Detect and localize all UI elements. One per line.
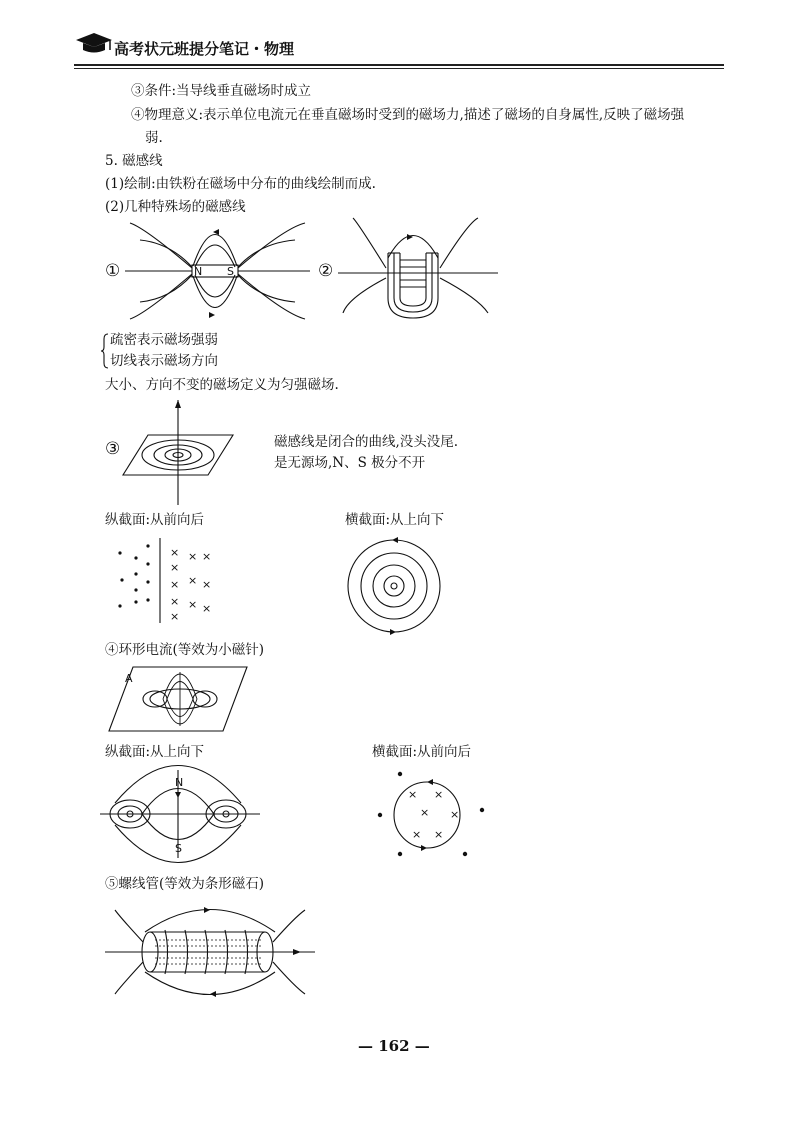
cross-mark: × bbox=[408, 788, 418, 801]
closed-curve-note-1: 磁感线是闭合的曲线,没头没尾. bbox=[274, 434, 459, 450]
page-number: — 162 — bbox=[358, 1037, 430, 1055]
transverse-front-label: 横截面:从前向后 bbox=[372, 744, 472, 760]
figure-1-label: ① bbox=[105, 261, 121, 281]
cross-mark: × bbox=[170, 578, 180, 591]
meaning-line-1: ④物理意义:表示单位电流元在垂直磁场时受到的磁场力,描述了磁场的自身属性,反映了磁场强 bbox=[131, 107, 685, 123]
longitudinal-top-label: 纵截面:从上向下 bbox=[105, 744, 205, 760]
cross-mark: × bbox=[170, 595, 180, 608]
cross-mark: × bbox=[412, 828, 422, 841]
straight-wire-figure bbox=[118, 400, 238, 505]
wire-longitudinal-section bbox=[112, 538, 222, 628]
cross-mark: × bbox=[188, 598, 198, 611]
figure-2-label: ② bbox=[318, 261, 334, 281]
bar-n-pole: N bbox=[194, 265, 203, 278]
solenoid-heading: ⑤螺线管(等效为条形磁石) bbox=[105, 876, 265, 892]
ring-current-figure bbox=[105, 664, 250, 734]
meaning-line-2: 弱. bbox=[145, 130, 163, 146]
header-rule bbox=[74, 64, 724, 66]
ring-transverse-section bbox=[372, 770, 492, 860]
cross-mark: × bbox=[202, 578, 212, 591]
header-rule-thin bbox=[74, 68, 724, 69]
wire-transverse-section bbox=[344, 536, 444, 636]
arrow-mark: A bbox=[125, 672, 133, 685]
cross-mark: × bbox=[434, 828, 444, 841]
cross-mark: × bbox=[434, 788, 444, 801]
cross-mark: × bbox=[450, 808, 460, 821]
ring-s-pole: S bbox=[175, 842, 182, 855]
cross-mark: × bbox=[202, 550, 212, 563]
uniform-field-line: 大小、方向不变的磁场定义为匀强磁场. bbox=[105, 377, 339, 393]
tangent-note: 切线表示磁场方向 bbox=[110, 353, 218, 369]
bar-s-pole: S bbox=[227, 265, 234, 278]
cross-mark: × bbox=[202, 602, 212, 615]
cross-mark: × bbox=[170, 610, 180, 623]
cross-mark: × bbox=[420, 806, 430, 819]
transverse-top-label: 横截面:从上向下 bbox=[345, 512, 445, 528]
ring-current-heading: ④环形电流(等效为小磁针) bbox=[105, 642, 265, 658]
condition-line: ③条件:当导线垂直磁场时成立 bbox=[131, 83, 312, 99]
section-5-heading: 5. 磁感线 bbox=[105, 153, 163, 169]
page-header-title: 高考状元班提分笔记・物理 bbox=[114, 40, 295, 58]
brace bbox=[101, 333, 109, 369]
closed-curve-note-2: 是无源场,N、S 极分不开 bbox=[274, 455, 426, 471]
cross-mark: × bbox=[188, 550, 198, 563]
special-fields-line: (2)几种特殊场的磁感线 bbox=[105, 199, 246, 215]
cross-mark: × bbox=[188, 574, 198, 587]
longitudinal-front-label: 纵截面:从前向后 bbox=[105, 512, 205, 528]
drawing-line: (1)绘制:由铁粉在磁场中分布的曲线绘制而成. bbox=[105, 176, 376, 192]
figure-3-label: ③ bbox=[105, 439, 121, 459]
bar-magnet-figure bbox=[125, 218, 310, 328]
density-note: 疏密表示磁场强弱 bbox=[110, 332, 218, 348]
u-magnet-figure bbox=[338, 218, 498, 328]
ring-longitudinal-section bbox=[100, 768, 260, 860]
graduation-cap-icon bbox=[74, 30, 114, 56]
ring-n-pole: N bbox=[175, 776, 184, 789]
solenoid-figure bbox=[105, 902, 315, 1002]
cross-mark: × bbox=[170, 561, 180, 574]
cross-mark: × bbox=[170, 546, 180, 559]
